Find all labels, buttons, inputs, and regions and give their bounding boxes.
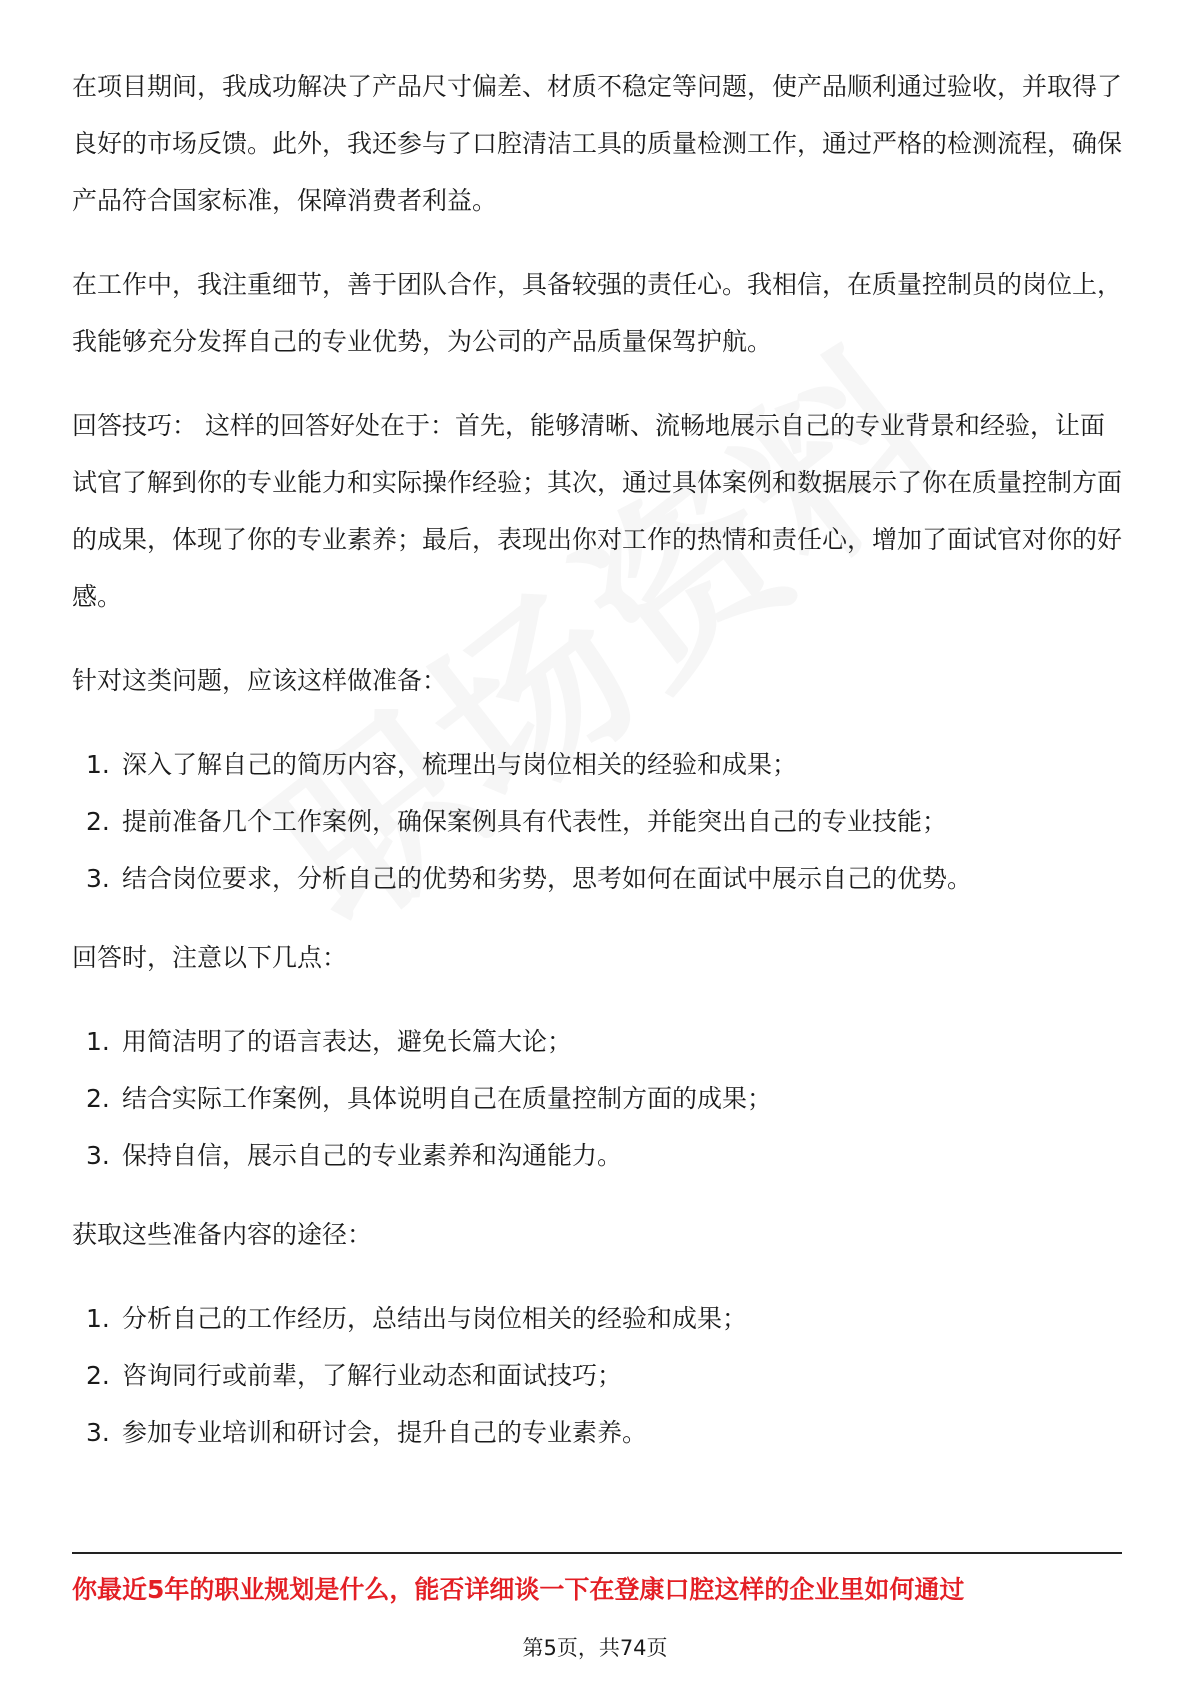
section-divider [72,1552,1122,1554]
list-item-text: 保持自信，展示自己的专业素养和沟通能力。 [122,1141,623,1170]
list-item-number: 2. [86,807,110,836]
list-item [72,736,1122,793]
list-item-text: 用简洁明了的语言表达，避免长篇大论； [122,1027,573,1056]
paragraph-project-results: 在项目期间，我成功解决了产品尺寸偏差、材质不稳定等问题，使产品顺利通过验收，并取得了良好的市场反馈。此外，我还参与了口腔清洁工具的质量检测工作，通过严格的检测流程，确保产品符合国家标准，保障消费者利益。 [72,72,1123,215]
paragraph-work-attitude: 在工作中，我注重细节，善于团队合作，具备较强的责任心。我相信，在质量控制员的岗位上，我能够充分发挥自己的专业优势，为公司的产品质量保驾护航。 [72,270,1123,356]
list-item-number: 3. [86,1418,110,1447]
list-item [72,1013,1122,1070]
list-item [72,1404,1122,1461]
list-item-text: 参加专业培训和研讨会，提升自己的专业素养。 [122,1418,648,1447]
list-item-number: 2. [86,1084,110,1113]
list-item-number: 1. [86,750,110,779]
list-item [72,850,1122,907]
list-item-text: 咨询同行或前辈，了解行业动态和面试技巧； [122,1361,623,1390]
list-item [72,793,1122,850]
sources-list [72,1290,1122,1461]
list-item [72,1070,1122,1127]
list-item-text: 分析自己的工作经历，总结出与岗位相关的经验和成果； [122,1304,748,1333]
preparation-list [72,736,1122,907]
list-item-text: 深入了解自己的简历内容，梳理出与岗位相关的经验和成果； [122,750,798,779]
next-question-heading: 你最近5年的职业规划是什么，能否详细谈一下在登康口腔这样的企业里如何通过 [72,1575,965,1604]
section-heading-answer-notes: 回答时，注意以下几点： [72,943,348,972]
list-item-number: 1. [86,1027,110,1056]
page-number: 第5页，共74页 [522,1636,668,1660]
section-heading-preparation: 针对这类问题，应该这样做准备： [72,666,448,695]
document-body [72,58,1122,1483]
list-item [72,1347,1122,1404]
list-item-number: 3. [86,864,110,893]
answer-notes-list [72,1013,1122,1184]
paragraph-answer-tips: 回答技巧： 这样的回答好处在于：首先，能够清晰、流畅地展示自己的专业背景和经验，让面试官了解到你的专业能力和实际操作经验；其次，通过具体案例和数据展示了你在质量控制方面的成果，体现了你的专业素养；最后，表现出你对工作的热情和责任心，增加了面试官对你的好感。 [72,411,1123,611]
list-item [72,1290,1122,1347]
list-item-text: 提前准备几个工作案例，确保案例具有代表性，并能突出自己的专业技能； [122,807,948,836]
list-item [72,1127,1122,1184]
list-item-text: 结合岗位要求，分析自己的优势和劣势，思考如何在面试中展示自己的优势。 [122,864,973,893]
list-item-number: 3. [86,1141,110,1170]
list-item-number: 1. [86,1304,110,1333]
list-item-number: 2. [86,1361,110,1390]
section-heading-sources: 获取这些准备内容的途径： [72,1220,373,1249]
list-item-text: 结合实际工作案例，具体说明自己在质量控制方面的成果； [122,1084,773,1113]
